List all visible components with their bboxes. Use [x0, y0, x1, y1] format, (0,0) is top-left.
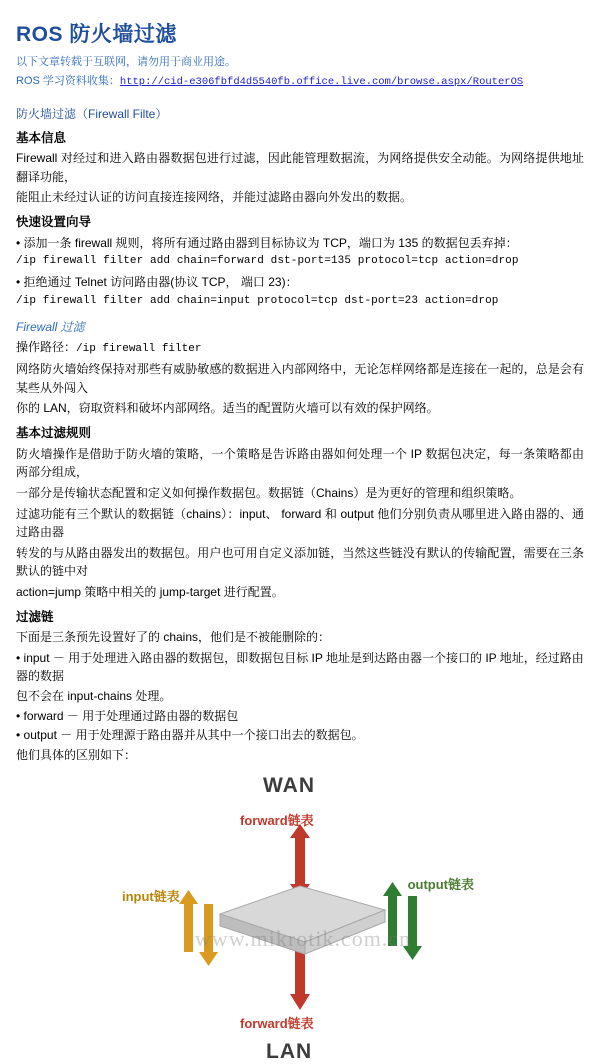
filter-chains-para-1: 下面是三条预先设置好了的 chains，他们是不被能删除的： [16, 630, 331, 645]
resource-link[interactable]: http://cid-e306fbfd4d5540fb.office.live.com/browse.aspx/RouterOS [119, 75, 524, 88]
firewall-filter-para-2: 你的 LAN，窃取资料和破坏内部网络。适当的配置防火墙可以有效的保护网络。 [16, 401, 439, 416]
heading-basic-filter-rules: 基本过滤规则 [16, 426, 92, 441]
input-chain-label: input链表 [122, 889, 180, 905]
chain-input-line-2: 包不会在 input-chains 处理。 [16, 689, 172, 704]
quick-setup-cli-1: /ip firewall filter add chain=forward dst-port=135 protocol=tcp action=drop [16, 255, 519, 268]
forward-chain-top-label: forward链表 [240, 813, 314, 829]
heading-filter-chains: 过滤链 [16, 609, 54, 624]
basic-filter-para-4: 转发的与从路由器发出的数据包。用户也可用自定义添加链，当然这些链没有默认的传输配置，需要在三条默认的链中对 [16, 545, 584, 579]
heading-quick-setup: 快速设置向导 [16, 215, 92, 230]
chain-forward-line: • forward － 用于处理通过路由器的数据包 [16, 708, 239, 723]
resource-label: ROS 学习资料收集： [16, 74, 120, 87]
chain-input-line-1: • input － 用于处理进入路由器的数据包，即数据包目标 IP 地址是到达路由器一个接口的 IP 地址，经过路由器的数据 [16, 650, 584, 684]
heading-basic-info: 基本信息 [16, 130, 67, 145]
filter-chains-closing: 他们具体的区别如下： [16, 747, 137, 762]
router-device-icon [220, 886, 385, 954]
output-chain-label: output链表 [407, 877, 474, 893]
intro-notice: 以下文章转载于互联网，请勿用于商业用途。 [16, 56, 236, 69]
lan-label: LAN [266, 1040, 313, 1064]
page-title: ROS 防火墙过滤 [16, 23, 177, 46]
forward-chain-bottom-label: forward链表 [240, 1016, 314, 1032]
output-arrow-icon [383, 882, 422, 960]
basic-filter-para-2: 一部分是传输状态配置和定义如何操作数据包。数据链（Chains）是为更好的管理和组织策略。 [16, 485, 522, 500]
operation-path-label: 操作路径： [16, 340, 77, 355]
watermark-text: www.mikrotik.com.cn [194, 926, 412, 952]
section-heading-firewall-filter: 防火墙过滤（Firewall Filte） [16, 106, 168, 121]
quick-setup-bullet-2: • 拒绝通过 Telnet 访问路由器(协议 TCP， 端口 23)： [16, 275, 298, 290]
operation-path-code: /ip firewall filter [76, 343, 202, 356]
input-arrow-icon [179, 890, 218, 966]
operation-path [16, 338, 584, 358]
heading-firewall-filter-blue: Firewall 过滤 [16, 320, 85, 335]
resource-line [16, 73, 584, 91]
chain-output-line: • output － 用于处理源于路由器并从其中一个接口出去的数据包。 [16, 728, 364, 743]
basic-info-para-1: Firewall 对经过和进入路由器数据包进行过滤，因此能管理数据流，为网络提供安全动能。为网络提供地址翻译功能， [16, 151, 584, 184]
forward-arrow-bottom-icon [290, 950, 310, 1010]
basic-filter-para-3: 过滤功能有三个默认的数据链（chains）：input、 forward 和 output 他们分别负责从哪里进入路由器的、通过路由器 [16, 506, 584, 540]
firewall-filter-para-1: 网络防火墙始终保持对那些有威胁敏感的数据进入内部网络中，无论怎样网络都是连接在一起的，总是会有某些从外闯入 [16, 362, 584, 395]
quick-setup-cli-2: /ip firewall filter add chain=input protocol=tcp dst-port=23 action=drop [16, 294, 499, 307]
basic-info-para-2: 能阻止未经过认证的访问直接连接网络，并能过滤路由器向外发出的数据。 [16, 190, 413, 205]
wan-label: WAN [263, 774, 315, 798]
quick-setup-bullet-1: • 添加一条 firewall 规则，将所有通过路由器到目标协议为 TCP，端口为 135 的数据包丢弃掉： [16, 235, 518, 250]
basic-filter-para-5: action=jump 策略中相关的 jump-target 进行配置。 [16, 584, 284, 599]
chain-diagram-figure [120, 774, 480, 1064]
basic-filter-para-1: 防火墙操作是借助于防火墙的策略，一个策略是告诉路由器如何处理一个 IP 数据包决定，每一条策略都由两部分组成， [16, 446, 584, 480]
